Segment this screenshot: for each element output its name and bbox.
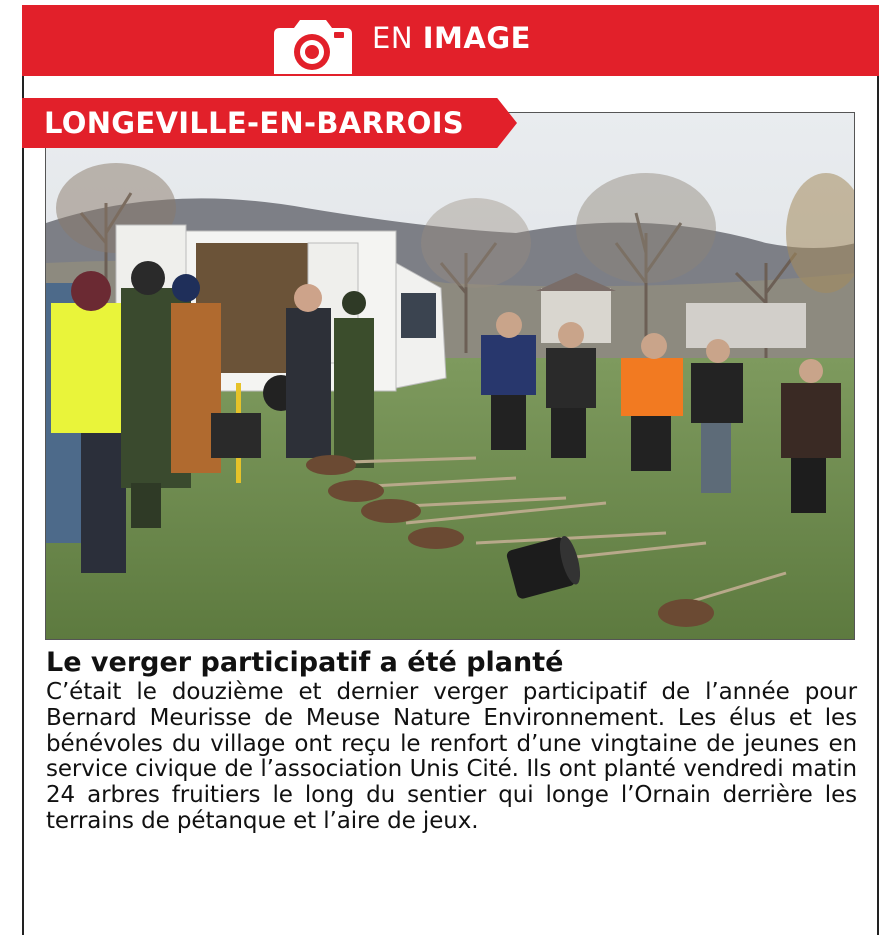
section-title-prefix: EN <box>372 21 414 55</box>
article-body: C’était le douzième et dernier verger participatif de l’année pour Bernard Meurisse de Meuse Nature Environnement. Les élus et les bénévoles du village ont reçu le renfort d’une vingtaine de jeunes en service civique de l’association Unis Cité. Ils ont planté vendredi matin 24 arbres fruitiers le long du sentier qui longe l’Ornain derrière les terrains de pétanque et l’aire de jeux. <box>46 679 857 834</box>
photo-illustration <box>46 113 855 640</box>
camera-icon <box>268 14 356 78</box>
article-headline: Le verger participatif a été planté <box>46 647 564 678</box>
section-title <box>372 18 531 58</box>
location-name: LONGEVILLE-EN-BARROIS <box>44 106 464 140</box>
banner-divider <box>22 72 879 76</box>
article-photo <box>45 112 855 640</box>
section-title-emphasis: IMAGE <box>422 21 531 55</box>
